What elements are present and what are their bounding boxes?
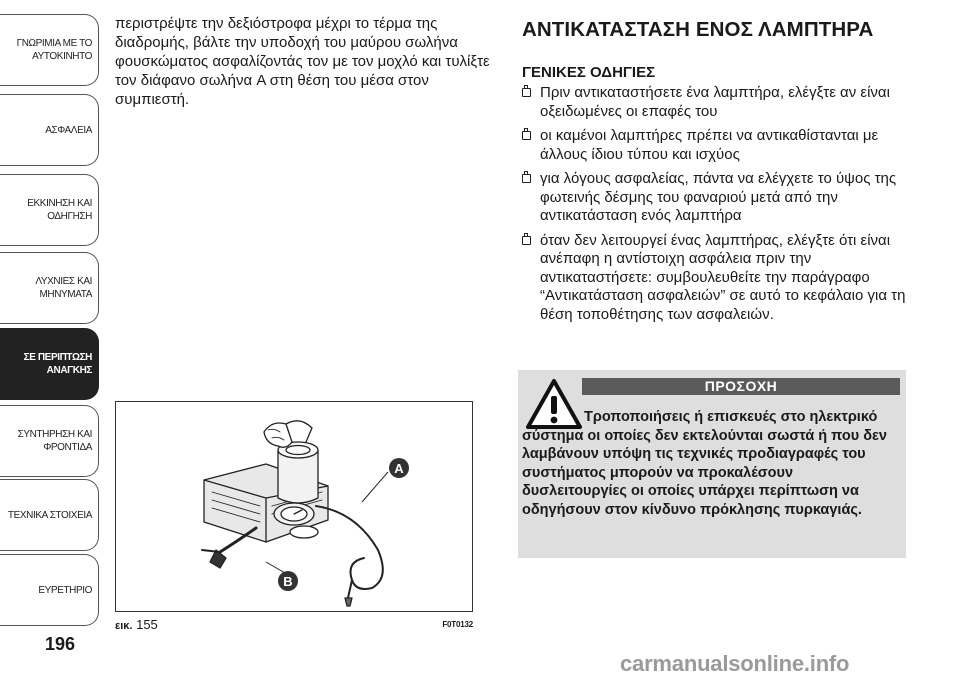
tab-lights-messages[interactable] [0,252,99,324]
checkbox-bullet-icon [522,174,531,183]
list-item [522,232,907,325]
intro-paragraph: περιστρέψτε την δεξιόστροφα μέχρι το τέρμα της διαδρομής, βάλτε την υποδοχή του μαύρου σωλήνα φουσκώματος ασφαλίζοντάς τον με τον μοχλό και τυλίξτε τον διάφανο σωλήνα A στη θέση του μέσα στον συμπιεστή. [115,15,490,108]
tab-label-line2: ΑΥΤΟΚΙΝΗΤΟ [32,51,92,62]
tab-label-line2: ΤΕΧΝΙΚΑ ΣΤΟΙΧΕΙΑ [7,509,92,521]
watermark: carmanualsonline.info [620,651,850,676]
subsection-title: ΓΕΝΙΚΕΣ ΟΔΗΓΙΕΣ [522,64,656,81]
tab-label-line2: ΕΥΡΕΤΗΡΙΟ [38,584,92,596]
instructions-list [522,84,907,330]
warning-text: Τροποποιήσεις ή επισκευές στο ηλεκτρικό σύστημα οι οποίες δεν εκτελούνται σωστά ή που δεν λαμβάνουν υπόψη τις τεχνικές προδιαγραφές του συστήματος μπορούν να προκαλέσουν δυσλειτουργίες οι οποίες υπάρχει περίπτωση να οδηγήσουν στον κίνδυνο πρόκλησης πυρκαγιάς. [522,409,887,518]
caption-number: 155 [136,617,158,632]
tab-label-line2: ΑΣΦΑΛΕΙΑ [45,124,92,136]
callout-a-label: A [394,461,404,476]
checkbox-bullet-icon [522,236,531,245]
tab-label-line2: ΟΔΗΓΗΣΗ [47,211,92,222]
compressor-figure [115,401,473,612]
tab-label-line1: ΕΚΚΙΝΗΣΗ ΚΑΙ [27,198,92,209]
tab-label-line2: ΦΡΟΝΤΙΔΑ [43,442,92,453]
tab-index[interactable] [0,554,99,626]
list-item [522,84,907,121]
figure-caption [115,617,473,633]
callout-b-label: B [283,574,293,589]
tab-label-line1: ΣΕ ΠΕΡΙΠΤΩΣΗ [23,352,92,363]
list-item [522,127,907,164]
tab-label-line1: ΓΝΩΡΙΜΙΑ ΜΕ ΤΟ [16,38,92,49]
chapter-tabs [0,0,100,640]
checkbox-bullet-icon [522,88,531,97]
list-item-text: Πριν αντικαταστήσετε ένα λαμπτήρα, ελέγξτε αν είναι οξειδωμένες οι επαφές του [540,84,890,120]
tab-in-emergency[interactable] [0,328,99,400]
list-item-text: για λόγους ασφαλείας, πάντα να ελέγχετε το ύψος της φωτεινής δέσμης του φαναριού μετά από την αντικατάσταση ενός λαμπτήρα [540,170,897,224]
checkbox-bullet-icon [522,131,531,140]
list-item [522,170,907,226]
tab-label-line1: ΛΥΧΝΙΕΣ ΚΑΙ [35,276,92,287]
tab-label-line2: ΑΝΑΓΚΗΣ [46,365,92,376]
tab-maintenance-care[interactable] [0,405,99,477]
tab-technical-data[interactable] [0,479,99,551]
list-item-text: οι καμένοι λαμπτήρες πρέπει να αντικαθίστανται με άλλους ίδιου τύπου και ισχύος [540,127,879,163]
tab-label-line1: ΣΥΝΤΗΡΗΣΗ ΚΑΙ [17,429,92,440]
compressor-illustration [116,402,474,613]
warning-heading: ΠΡΟΣΟΧΗ [582,378,900,395]
figure-code: F0T0132 [442,620,473,629]
section-title: ΑΝΤΙΚΑΤΑΣΤΑΣΗ ΕΝΟΣ ΛΑΜΠΤΗΡΑ [522,18,874,41]
warning-box [518,370,906,558]
list-item-text: όταν δεν λειτουργεί ένας λαμπτήρας, ελέγξτε ότι είναι ανέπαφη η αντίστοιχη ασφάλεια πριν την αντικαταστήσετε: συμβουλευθείτε την παράγραφο “Αντικατάσταση ασφαλειών” σε αυτό το κεφάλαιο για τη θέση τοποθέτησης των ασφαλειών. [540,231,906,323]
caption-prefix: εικ. [115,620,133,632]
page-number: 196 [45,634,76,654]
tab-starting-driving[interactable] [0,174,99,246]
tab-label-line2: ΜΗΝΥΜΑΤΑ [39,289,92,300]
tab-safety[interactable] [0,94,99,166]
tab-getting-to-know-car[interactable] [0,14,99,86]
